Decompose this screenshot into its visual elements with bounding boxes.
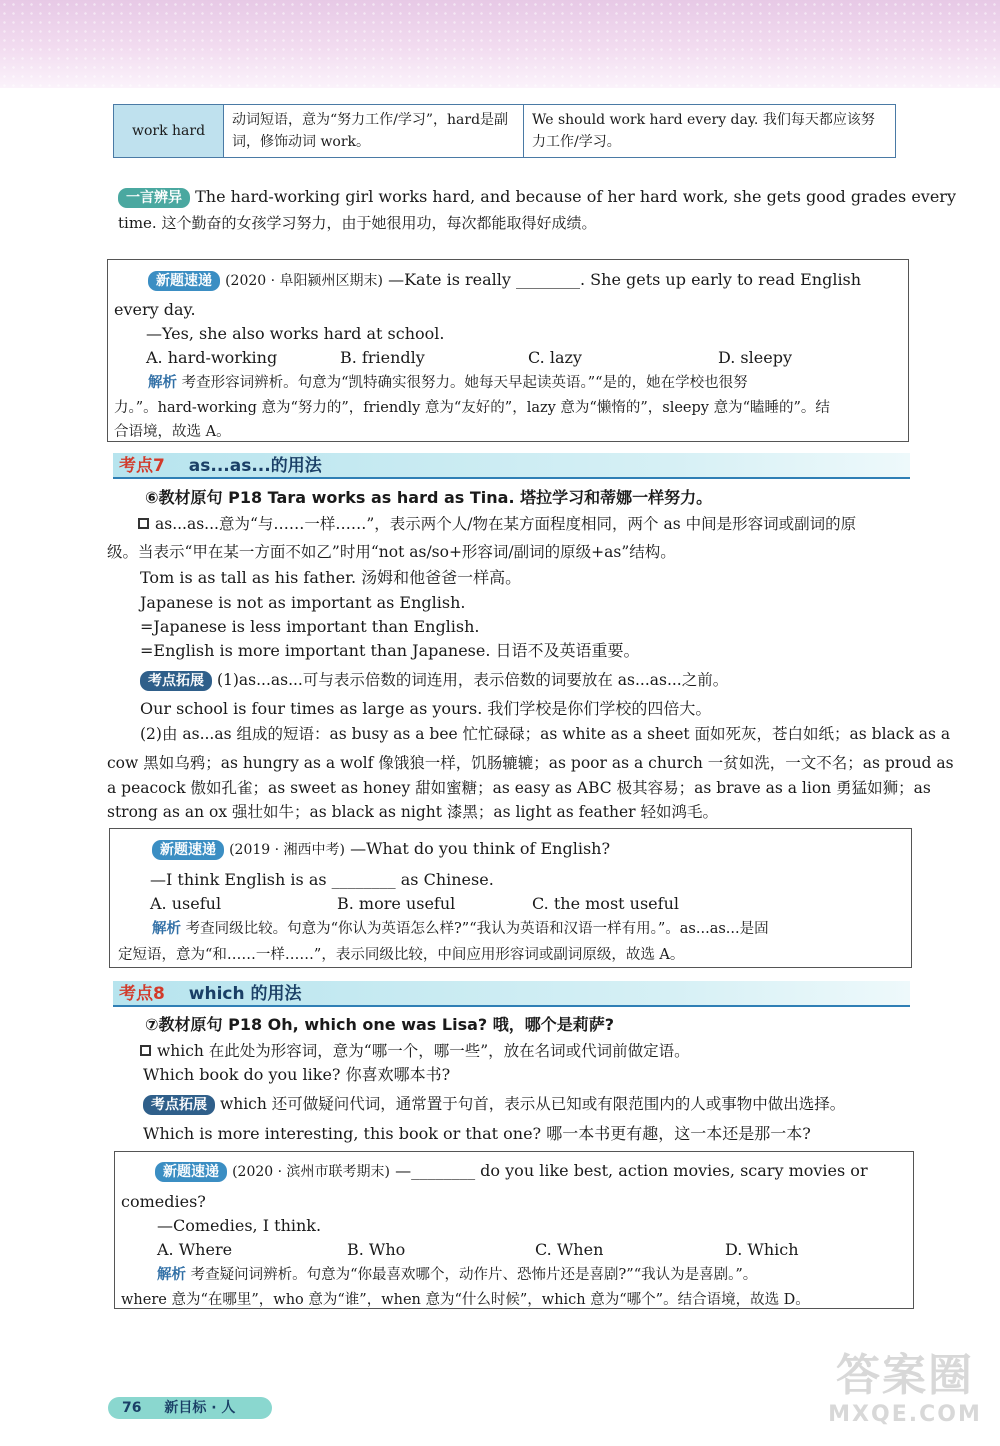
q3-option-d: D. Which [725, 1240, 799, 1259]
section-7-example-1: Tom is as tall as his father. 汤姆和他爸爸一样高。 [140, 568, 522, 587]
q1-source: (2020 · 阜阳颍州区期末) [225, 273, 383, 289]
section-7-extension-2-line-2: cow 黑如乌鸦；as hungry as a wolf 像饿狼一样，饥肠辘辘；as poor as a church 一贫如洗，一文不名；as proud as [107, 754, 954, 772]
series-name: 新目标 · 人 [164, 1400, 236, 1416]
section-7-example-2: Japanese is not as important as English. [140, 593, 466, 612]
section-7-extension-2-line-4: strong as an ox 强壮如牛；as black as night 漆黑；as light as feather 轻如鸿毛。 [107, 803, 718, 821]
section-8-rule-1-text: which 在此处为形容词，意为“哪一个，哪一些”，放在名词或代词前做定语。 [157, 1042, 690, 1060]
vocab-explanation: 动词短语，意为“努力工作/学习”，hard是副词，修饰动词 work。 [224, 105, 524, 157]
q3-stem-cont: comedies? [121, 1192, 206, 1211]
watermark-url: MXQE.COM [828, 1402, 982, 1427]
vocab-example: We should work hard every day. 我们每天都应该努力工作/学习。 [524, 105, 895, 157]
page-footer [108, 1397, 272, 1419]
q3-reply: —Comedies, I think. [157, 1216, 322, 1235]
bullet-square-icon [138, 518, 149, 529]
section-8-extension-1-example: Which is more interesting, this book or that one? 哪一本书更有趣，这一本还是那一本? [143, 1124, 811, 1143]
q1-stem: —Kate is really ________. She gets up early to read English [388, 270, 862, 289]
section-8-extension-1 [143, 1092, 845, 1116]
section-7-extension-1 [140, 668, 728, 692]
q1-stem-cont: every day. [114, 300, 196, 319]
distinguish-text: The hard-working girl works hard, and because of her hard work, she gets good grades every [195, 187, 956, 206]
q3-header [155, 1159, 868, 1184]
section-8-number: 考点8 [119, 984, 165, 1004]
new-question-box-3 [114, 1151, 914, 1309]
q3-stem: —________ do you like best, action movies, scary movies or [395, 1161, 868, 1180]
distinguish-badge: 一言辨异 [118, 188, 190, 208]
q3-option-c: C. When [535, 1240, 604, 1259]
watermark-text: 答案圈 [836, 1350, 974, 1401]
q2-badge: 新题速递 [152, 840, 224, 860]
page-number: 76 [122, 1400, 142, 1416]
q2-option-c: C. the most useful [532, 894, 679, 913]
section-8-bar [113, 981, 910, 1007]
q2-source: (2019 · 湘西中考) [229, 842, 345, 858]
section-7-original-sentence: ⑥教材原句 P18 Tara works as hard as Tina. 塔拉学习和蒂娜一样努力。 [145, 488, 713, 507]
q3-analysis-label: 解析 [157, 1267, 186, 1283]
section-7-number: 考点7 [119, 456, 165, 476]
q3-analysis-text: 考查疑问词辨析。句意为“你最喜欢哪个，动作片、恐怖片还是喜剧?”“我认为是喜剧。”。 [190, 1267, 758, 1283]
section-7-extension-2-line-3: a peacock 傲如孔雀；as sweet as honey 甜如蜜糖；as easy as ABC 极其容易；as brave as a lion 勇猛如狮；as [107, 779, 931, 797]
distinguish-line-2: time. 这个勤奋的女孩学习努力，由于她很用功，每次都能取得好成绩。 [118, 214, 597, 232]
q3-option-b: B. Who [347, 1240, 406, 1259]
q3-analysis-2: where 意为“在哪里”，who 意为“谁”，when 意为“什么时候”，which 意为“哪个”。结合语境，故选 D。 [121, 1292, 810, 1308]
q2-option-a: A. useful [150, 894, 222, 913]
q1-analysis-3: 合语境，故选 A。 [114, 424, 231, 440]
section-8-extension-1-text: which 还可做疑问代词，通常置于句首，表示从已知或有限范围内的人或事物中做出选择。 [219, 1095, 846, 1113]
section-7-title: as...as...的用法 [188, 456, 322, 476]
q1-reply: —Yes, she also works hard at school. [146, 324, 445, 343]
bullet-square-icon [140, 1045, 151, 1056]
q2-analysis-text: 考查同级比较。句意为“你认为英语怎么样?”“我认为英语和汉语一样有用。”。as...as...是固 [185, 921, 769, 937]
section-8-extension-badge: 考点拓展 [143, 1095, 215, 1115]
vocab-table [113, 104, 896, 158]
q2-analysis-1 [152, 917, 769, 941]
q3-source: (2020 · 滨州市联考期末) [232, 1164, 390, 1180]
q3-analysis-1 [157, 1263, 757, 1287]
section-7-extension-2-line-1: (2)由 as...as 组成的短语：as busy as a bee 忙忙碌碌；as white as a sheet 面如死灰，苍白如纸；as black as a [140, 725, 951, 743]
q3-badge: 新题速递 [155, 1162, 227, 1182]
section-7-example-4: =English is more important than Japanese. 日语不及英语重要。 [140, 641, 640, 660]
q2-analysis-label: 解析 [152, 921, 181, 937]
vocab-term: work hard [114, 105, 224, 157]
section-7-extension-badge: 考点拓展 [140, 671, 212, 691]
q2-stem: —What do you think of English? [350, 839, 611, 858]
section-8-title: which 的用法 [188, 984, 302, 1004]
new-question-box-1 [107, 259, 909, 442]
q1-badge: 新题速递 [148, 271, 220, 291]
q1-analysis-2: 力。”。hard-working 意为“努力的”，friendly 意为“友好的”，lazy 意为“懒惰的”，sleepy 意为“瞌睡的”。结 [114, 400, 830, 416]
q1-analysis-1 [148, 371, 748, 395]
section-8-example-1: Which book do you like? 你喜欢哪本书? [143, 1065, 451, 1084]
q1-analysis-text: 考查形容词辨析。句意为“凯特确实很努力。她每天早起读英语。”“是的，她在学校也很努 [181, 375, 748, 391]
q1-option-a: A. hard-working [146, 348, 278, 367]
q2-option-b: B. more useful [337, 894, 456, 913]
section-7-example-3: =Japanese is less important than English. [140, 617, 480, 636]
q1-analysis-label: 解析 [148, 375, 177, 391]
section-7-extension-1-example: Our school is four times as large as yours. 我们学校是你们学校的四倍大。 [140, 699, 712, 718]
section-7-rule-1-text: as...as...意为“与……一样……”，表示两个人/物在某方面程度相同，两个 as 中间是形容词或副词的原 [155, 515, 857, 533]
section-8-rule-1 [140, 1039, 690, 1063]
q2-header [152, 837, 610, 862]
section-7-extension-1-text: (1)as...as...可与表示倍数的词连用，表示倍数的词要放在 as...as...之前。 [216, 671, 729, 689]
watermark-logo [820, 1350, 990, 1440]
q1-option-d: D. sleepy [718, 348, 792, 367]
new-question-box-2 [109, 828, 912, 968]
distinguish-line-1 [118, 185, 956, 209]
q1-header [148, 268, 861, 293]
section-7-rule-1 [138, 512, 856, 536]
section-7-bar [113, 453, 910, 479]
q1-option-b: B. friendly [340, 348, 425, 367]
q2-reply: —I think English is as ________ as Chinese. [150, 870, 494, 889]
page-header-decoration [0, 0, 1000, 88]
section-8-original-sentence: ⑦教材原句 P18 Oh, which one was Lisa? 哦，哪个是莉萨? [145, 1015, 615, 1034]
section-7-rule-2: 级。当表示“甲在某一方面不如乙”时用“not as/so+形容词/副词的原级+as”结构。 [107, 543, 676, 561]
q3-option-a: A. Where [157, 1240, 233, 1259]
q1-option-c: C. lazy [528, 348, 582, 367]
q2-analysis-2: 定短语，意为“和……一样……”，表示同级比较，中间应用形容词或副词原级，故选 A。 [118, 947, 685, 963]
